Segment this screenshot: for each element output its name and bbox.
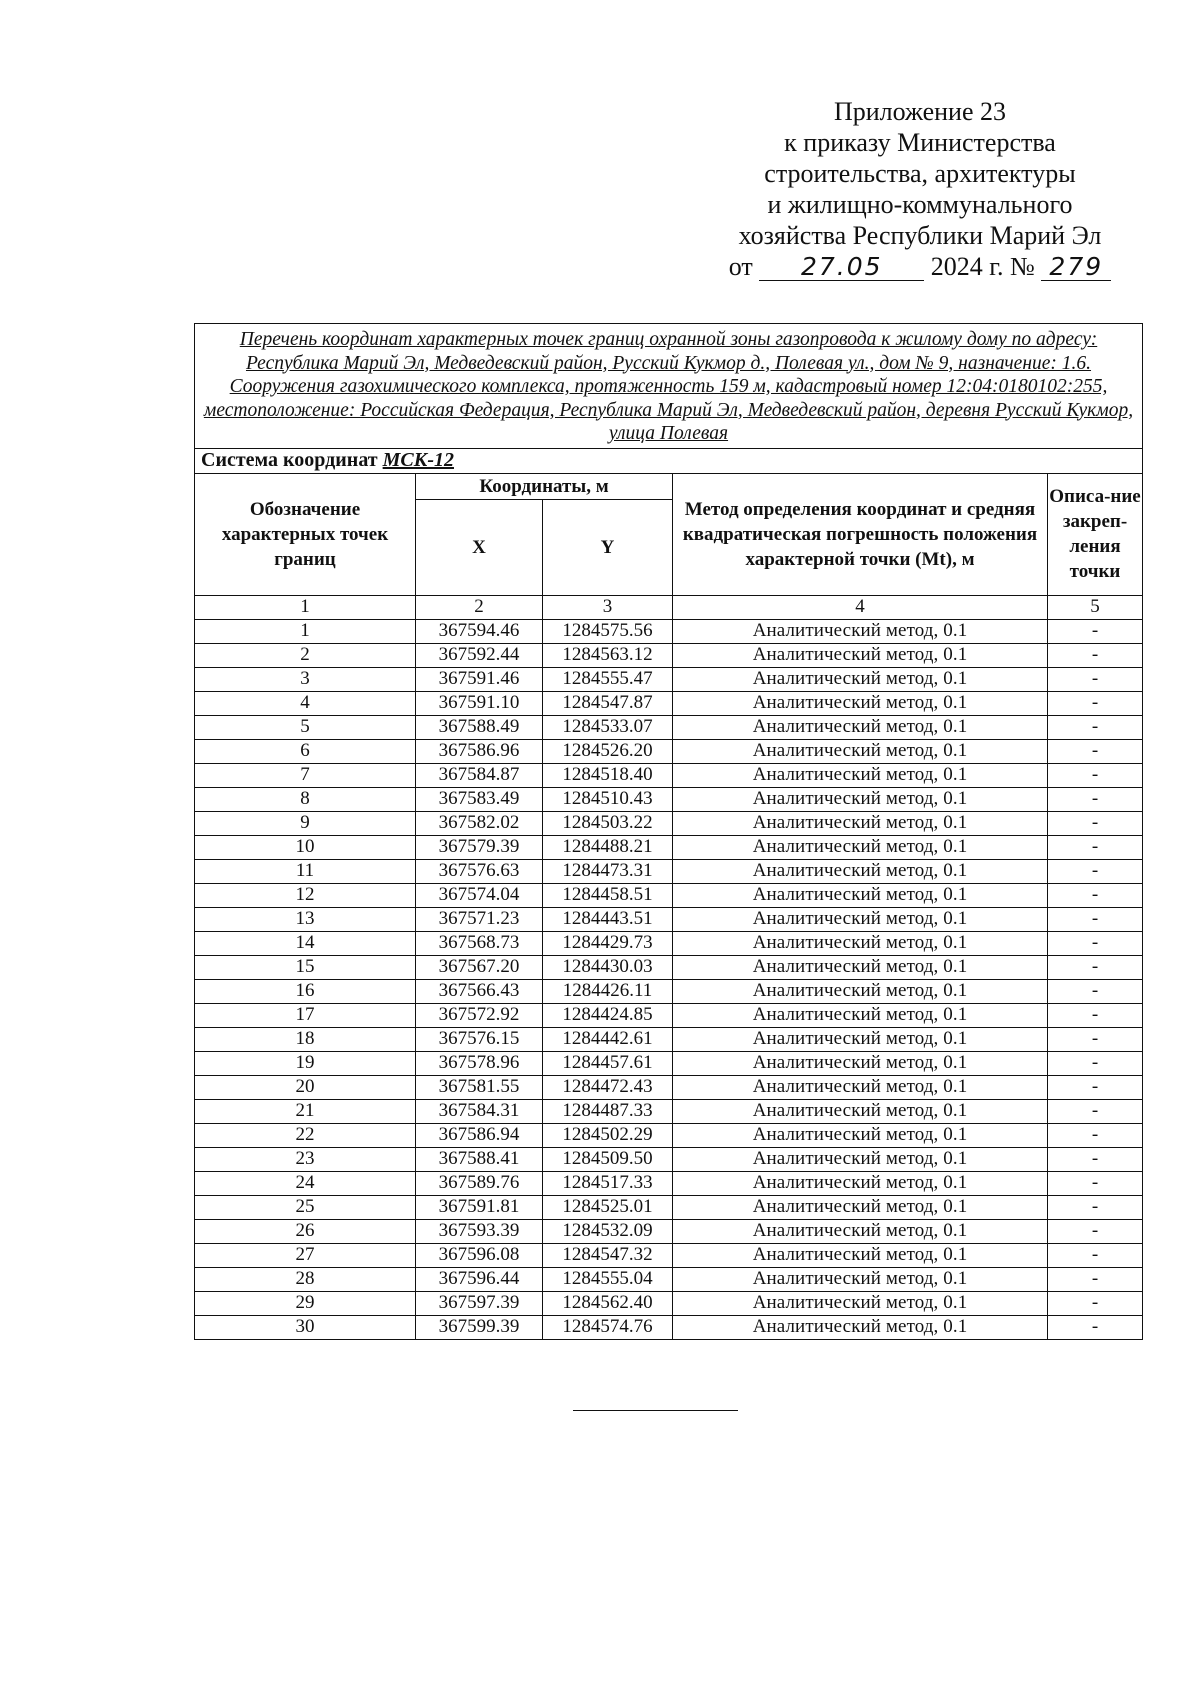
description-cell: - — [1048, 979, 1143, 1003]
method-cell: Аналитический метод, 0.1 — [673, 715, 1048, 739]
y-coordinate-cell: 1284503.22 — [543, 811, 673, 835]
description-cell: - — [1048, 811, 1143, 835]
point-number-cell: 13 — [195, 907, 416, 931]
description-cell: - — [1048, 1123, 1143, 1147]
method-cell: Аналитический метод, 0.1 — [673, 1171, 1048, 1195]
x-coordinate-cell: 367582.02 — [416, 811, 543, 835]
description-cell: - — [1048, 763, 1143, 787]
x-coordinate-cell: 367597.39 — [416, 1291, 543, 1315]
table-caption: Перечень координат характерных точек границ охранной зоны газопровода к жилому дому по адресу: Республика Марий Эл, Медведевский район, Русский Кукмор д., Полевая ул., дом № 9, назначение: 1.6. Сооружения газохимического комплекса, протяженность 159 м, кадастровый номер 12:04:0180102:255, местоположение: Российская Федерация, Республика Марий Эл, Медведевский район, деревня Русский Кукмор, улица Полевая — [195, 324, 1143, 449]
x-coordinate-cell: 367571.23 — [416, 907, 543, 931]
method-cell: Аналитический метод, 0.1 — [673, 1123, 1048, 1147]
y-coordinate-cell: 1284442.61 — [543, 1027, 673, 1051]
x-coordinate-cell: 367578.96 — [416, 1051, 543, 1075]
x-coordinate-cell: 367586.96 — [416, 739, 543, 763]
table-row — [195, 739, 1143, 763]
header-coordinates: Координаты, м — [416, 473, 673, 499]
point-number-cell: 25 — [195, 1195, 416, 1219]
point-number-cell: 30 — [195, 1315, 416, 1339]
column-number: 4 — [673, 595, 1048, 619]
handwritten-date: 27.05 — [759, 254, 924, 281]
x-coordinate-cell: 367574.04 — [416, 883, 543, 907]
table-row — [195, 1147, 1143, 1171]
method-cell: Аналитический метод, 0.1 — [673, 979, 1048, 1003]
table-row — [195, 1099, 1143, 1123]
method-cell: Аналитический метод, 0.1 — [673, 955, 1048, 979]
point-number-cell: 18 — [195, 1027, 416, 1051]
table-row — [195, 979, 1143, 1003]
header-designation: Обозначение характерных точек границ — [195, 473, 416, 595]
y-coordinate-cell: 1284443.51 — [543, 907, 673, 931]
table-row — [195, 619, 1143, 643]
point-number-cell: 22 — [195, 1123, 416, 1147]
point-number-cell: 3 — [195, 667, 416, 691]
point-number-cell: 24 — [195, 1171, 416, 1195]
table-row — [195, 691, 1143, 715]
x-coordinate-cell: 367596.08 — [416, 1243, 543, 1267]
header-line: хозяйства Республики Марий Эл — [738, 221, 1102, 250]
point-number-cell: 9 — [195, 811, 416, 835]
table-row — [195, 1171, 1143, 1195]
y-coordinate-cell: 1284487.33 — [543, 1099, 673, 1123]
point-number-cell: 20 — [195, 1075, 416, 1099]
table-row — [195, 835, 1143, 859]
header-line: Приложение 23 — [833, 97, 1007, 126]
point-number-cell: 14 — [195, 931, 416, 955]
point-number-cell: 15 — [195, 955, 416, 979]
description-cell: - — [1048, 1075, 1143, 1099]
y-coordinate-cell: 1284473.31 — [543, 859, 673, 883]
point-number-cell: 16 — [195, 979, 416, 1003]
x-coordinate-cell: 367591.46 — [416, 667, 543, 691]
table-row — [195, 883, 1143, 907]
y-coordinate-cell: 1284555.04 — [543, 1267, 673, 1291]
column-number: 3 — [543, 595, 673, 619]
description-cell: - — [1048, 1315, 1143, 1339]
y-coordinate-cell: 1284510.43 — [543, 787, 673, 811]
method-cell: Аналитический метод, 0.1 — [673, 787, 1048, 811]
y-coordinate-cell: 1284502.29 — [543, 1123, 673, 1147]
table-row — [195, 1267, 1143, 1291]
y-coordinate-cell: 1284547.32 — [543, 1243, 673, 1267]
point-number-cell: 4 — [195, 691, 416, 715]
y-coordinate-cell: 1284562.40 — [543, 1291, 673, 1315]
table-row — [195, 763, 1143, 787]
y-coordinate-cell: 1284458.51 — [543, 883, 673, 907]
table-row — [195, 1003, 1143, 1027]
point-number-cell: 1 — [195, 619, 416, 643]
table-row — [195, 1291, 1143, 1315]
point-number-cell: 19 — [195, 1051, 416, 1075]
table-row — [195, 643, 1143, 667]
y-coordinate-cell: 1284472.43 — [543, 1075, 673, 1099]
description-cell: - — [1048, 859, 1143, 883]
y-coordinate-cell: 1284426.11 — [543, 979, 673, 1003]
table-row — [195, 1315, 1143, 1339]
point-number-cell: 27 — [195, 1243, 416, 1267]
column-number: 2 — [416, 595, 543, 619]
x-coordinate-cell: 367567.20 — [416, 955, 543, 979]
header-line: к приказу Министерства — [784, 128, 1056, 157]
method-cell: Аналитический метод, 0.1 — [673, 1027, 1048, 1051]
method-cell: Аналитический метод, 0.1 — [673, 1195, 1048, 1219]
description-cell: - — [1048, 787, 1143, 811]
description-cell: - — [1048, 1003, 1143, 1027]
method-cell: Аналитический метод, 0.1 — [673, 1099, 1048, 1123]
description-cell: - — [1048, 691, 1143, 715]
point-number-cell: 23 — [195, 1147, 416, 1171]
table-row — [195, 1195, 1143, 1219]
table-row — [195, 811, 1143, 835]
method-cell: Аналитический метод, 0.1 — [673, 859, 1048, 883]
table-row — [195, 907, 1143, 931]
point-number-cell: 11 — [195, 859, 416, 883]
x-coordinate-cell: 367579.39 — [416, 835, 543, 859]
method-cell: Аналитический метод, 0.1 — [673, 1219, 1048, 1243]
table-row — [195, 1123, 1143, 1147]
description-cell: - — [1048, 739, 1143, 763]
method-cell: Аналитический метод, 0.1 — [673, 1075, 1048, 1099]
x-coordinate-cell: 367591.10 — [416, 691, 543, 715]
x-coordinate-cell: 367593.39 — [416, 1219, 543, 1243]
description-cell: - — [1048, 931, 1143, 955]
order-date-line — [690, 251, 1150, 282]
description-cell: - — [1048, 1267, 1143, 1291]
handwritten-order-number: 279 — [1041, 254, 1111, 281]
table-row — [195, 931, 1143, 955]
table-row — [195, 1051, 1143, 1075]
header-y: Y — [543, 499, 673, 595]
coordinates-table — [194, 323, 1143, 1340]
x-coordinate-cell: 367583.49 — [416, 787, 543, 811]
y-coordinate-cell: 1284526.20 — [543, 739, 673, 763]
x-coordinate-cell: 367584.87 — [416, 763, 543, 787]
x-coordinate-cell: 367572.92 — [416, 1003, 543, 1027]
method-cell: Аналитический метод, 0.1 — [673, 907, 1048, 931]
description-cell: - — [1048, 1195, 1143, 1219]
y-coordinate-cell: 1284574.76 — [543, 1315, 673, 1339]
method-cell: Аналитический метод, 0.1 — [673, 931, 1048, 955]
x-coordinate-cell: 367588.41 — [416, 1147, 543, 1171]
header-line: и жилищно-коммунального — [767, 190, 1073, 219]
description-cell: - — [1048, 883, 1143, 907]
table-row — [195, 1219, 1143, 1243]
method-cell: Аналитический метод, 0.1 — [673, 1267, 1048, 1291]
x-coordinate-cell: 367592.44 — [416, 643, 543, 667]
description-cell: - — [1048, 1027, 1143, 1051]
header-description: Описа-ние закреп-ления точки — [1048, 473, 1143, 595]
description-cell: - — [1048, 1219, 1143, 1243]
description-cell: - — [1048, 643, 1143, 667]
y-coordinate-cell: 1284457.61 — [543, 1051, 673, 1075]
x-coordinate-cell: 367594.46 — [416, 619, 543, 643]
method-cell: Аналитический метод, 0.1 — [673, 619, 1048, 643]
x-coordinate-cell: 367566.43 — [416, 979, 543, 1003]
y-coordinate-cell: 1284533.07 — [543, 715, 673, 739]
table-row — [195, 667, 1143, 691]
description-cell: - — [1048, 1051, 1143, 1075]
coordinate-system-value: МСК-12 — [382, 449, 454, 471]
description-cell: - — [1048, 835, 1143, 859]
table-row — [195, 1243, 1143, 1267]
description-cell: - — [1048, 619, 1143, 643]
y-coordinate-cell: 1284532.09 — [543, 1219, 673, 1243]
header-x: X — [416, 499, 543, 595]
point-number-cell: 5 — [195, 715, 416, 739]
table-row — [195, 955, 1143, 979]
table-row — [195, 715, 1143, 739]
point-number-cell: 7 — [195, 763, 416, 787]
method-cell: Аналитический метод, 0.1 — [673, 763, 1048, 787]
y-coordinate-cell: 1284429.73 — [543, 931, 673, 955]
description-cell: - — [1048, 667, 1143, 691]
point-number-cell: 26 — [195, 1219, 416, 1243]
description-cell: - — [1048, 907, 1143, 931]
column-number-row — [195, 595, 1143, 619]
x-coordinate-cell: 367599.39 — [416, 1315, 543, 1339]
table-row — [195, 787, 1143, 811]
y-coordinate-cell: 1284563.12 — [543, 643, 673, 667]
y-coordinate-cell: 1284509.50 — [543, 1147, 673, 1171]
x-coordinate-cell: 367588.49 — [416, 715, 543, 739]
method-cell: Аналитический метод, 0.1 — [673, 811, 1048, 835]
x-coordinate-cell: 367591.81 — [416, 1195, 543, 1219]
method-cell: Аналитический метод, 0.1 — [673, 739, 1048, 763]
method-cell: Аналитический метод, 0.1 — [673, 691, 1048, 715]
description-cell: - — [1048, 1291, 1143, 1315]
description-cell: - — [1048, 1099, 1143, 1123]
point-number-cell: 8 — [195, 787, 416, 811]
column-number: 1 — [195, 595, 416, 619]
description-cell: - — [1048, 1171, 1143, 1195]
point-number-cell: 28 — [195, 1267, 416, 1291]
x-coordinate-cell: 367589.76 — [416, 1171, 543, 1195]
x-coordinate-cell: 367596.44 — [416, 1267, 543, 1291]
table-row — [195, 1075, 1143, 1099]
column-number: 5 — [1048, 595, 1143, 619]
method-cell: Аналитический метод, 0.1 — [673, 1147, 1048, 1171]
method-cell: Аналитический метод, 0.1 — [673, 667, 1048, 691]
method-cell: Аналитический метод, 0.1 — [673, 1051, 1048, 1075]
header-line: строительства, архитектуры — [764, 159, 1076, 188]
x-coordinate-cell: 367568.73 — [416, 931, 543, 955]
end-divider — [573, 1410, 738, 1411]
point-number-cell: 12 — [195, 883, 416, 907]
x-coordinate-cell: 367581.55 — [416, 1075, 543, 1099]
description-cell: - — [1048, 1243, 1143, 1267]
y-coordinate-cell: 1284525.01 — [543, 1195, 673, 1219]
method-cell: Аналитический метод, 0.1 — [673, 1291, 1048, 1315]
method-cell: Аналитический метод, 0.1 — [673, 835, 1048, 859]
point-number-cell: 6 — [195, 739, 416, 763]
y-coordinate-cell: 1284517.33 — [543, 1171, 673, 1195]
description-cell: - — [1048, 715, 1143, 739]
method-cell: Аналитический метод, 0.1 — [673, 1003, 1048, 1027]
y-coordinate-cell: 1284555.47 — [543, 667, 673, 691]
y-coordinate-cell: 1284518.40 — [543, 763, 673, 787]
point-number-cell: 29 — [195, 1291, 416, 1315]
x-coordinate-cell: 367576.63 — [416, 859, 543, 883]
y-coordinate-cell: 1284430.03 — [543, 955, 673, 979]
date-prefix: от — [728, 252, 753, 281]
method-cell: Аналитический метод, 0.1 — [673, 1243, 1048, 1267]
y-coordinate-cell: 1284547.87 — [543, 691, 673, 715]
point-number-cell: 2 — [195, 643, 416, 667]
method-cell: Аналитический метод, 0.1 — [673, 643, 1048, 667]
description-cell: - — [1048, 955, 1143, 979]
table-row — [195, 859, 1143, 883]
coordinate-system-label: Система координат — [201, 449, 378, 471]
coordinate-system-row — [195, 448, 1143, 473]
description-cell: - — [1048, 1147, 1143, 1171]
y-coordinate-cell: 1284575.56 — [543, 619, 673, 643]
y-coordinate-cell: 1284488.21 — [543, 835, 673, 859]
point-number-cell: 21 — [195, 1099, 416, 1123]
table-row — [195, 1027, 1143, 1051]
point-number-cell: 17 — [195, 1003, 416, 1027]
method-cell: Аналитический метод, 0.1 — [673, 1315, 1048, 1339]
x-coordinate-cell: 367576.15 — [416, 1027, 543, 1051]
x-coordinate-cell: 367586.94 — [416, 1123, 543, 1147]
x-coordinate-cell: 367584.31 — [416, 1099, 543, 1123]
header-method: Метод определения координат и средняя квадратическая погрешность положения характерной точки (Mt), м — [673, 473, 1048, 595]
point-number-cell: 10 — [195, 835, 416, 859]
method-cell: Аналитический метод, 0.1 — [673, 883, 1048, 907]
appendix-header — [690, 96, 1150, 282]
y-coordinate-cell: 1284424.85 — [543, 1003, 673, 1027]
year-and-number-label: 2024 г. № — [930, 252, 1035, 281]
